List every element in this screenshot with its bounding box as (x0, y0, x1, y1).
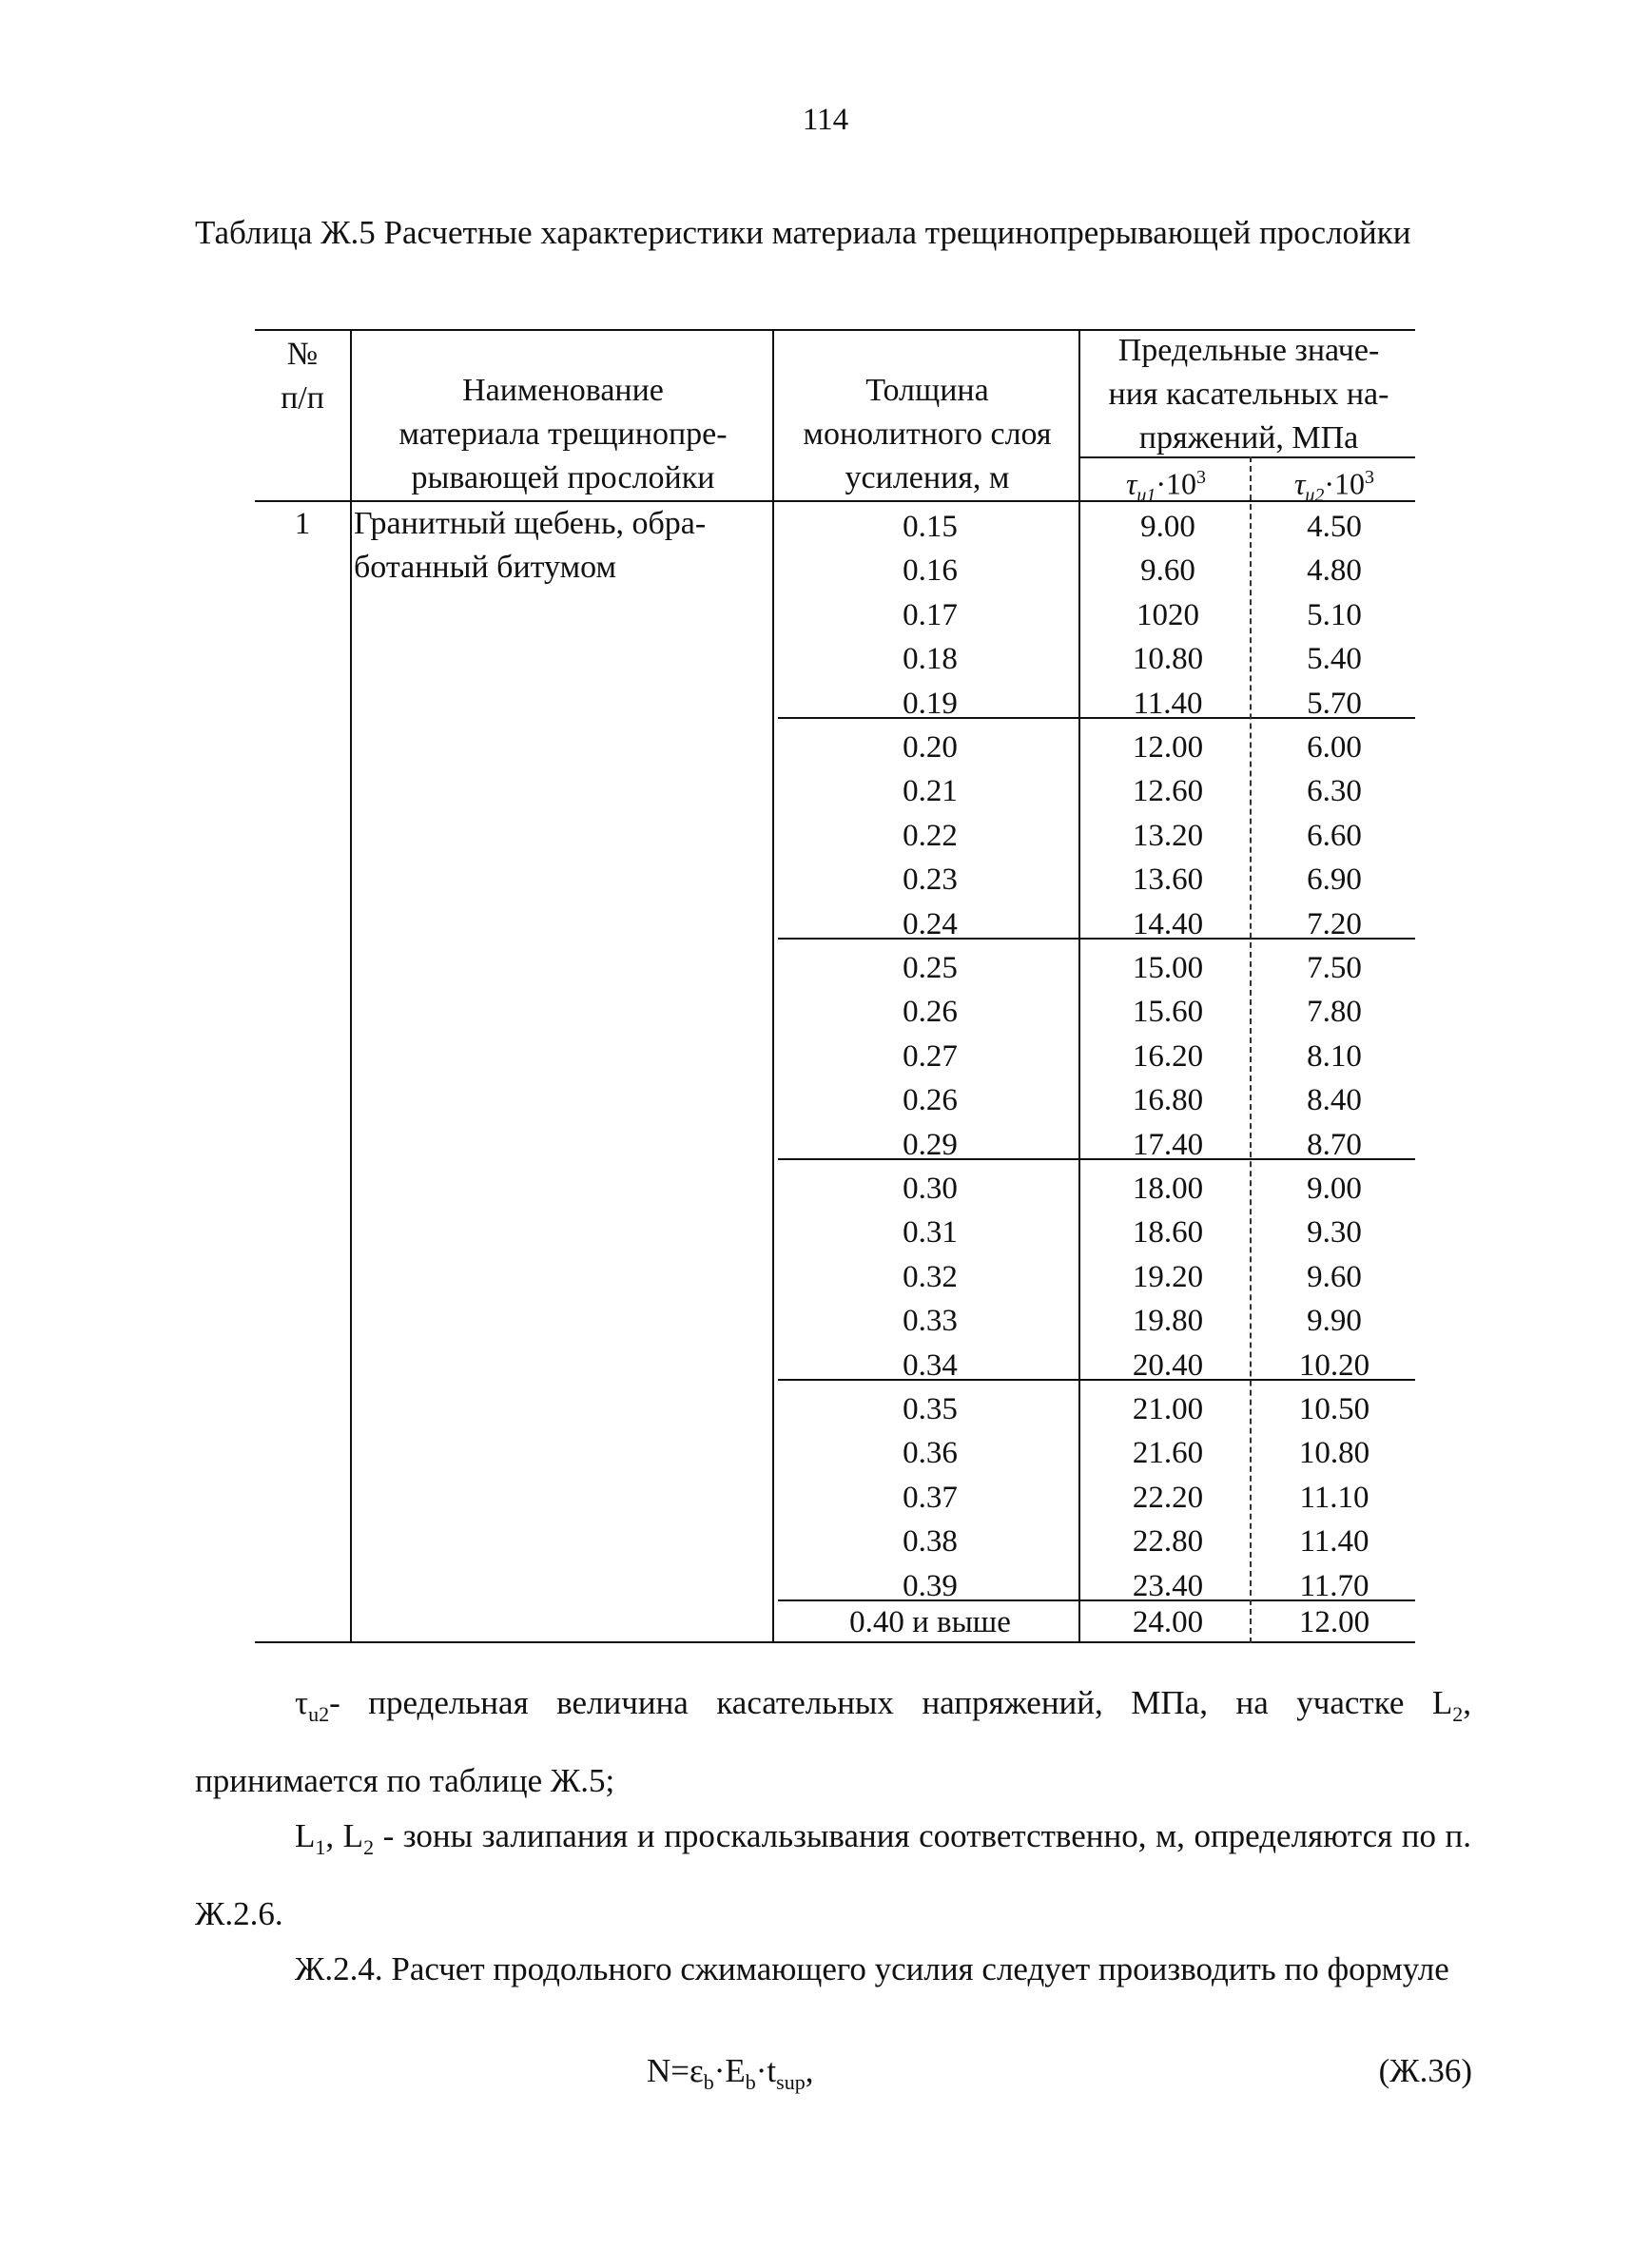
tau1-cell: 24.00 (1132, 1605, 1204, 1639)
thickness-cell: 0.24 (903, 906, 958, 941)
thickness-cell: 0.39 (903, 1568, 958, 1603)
header-tau1: $\tau_{u1}\cdot 10^3$ (1125, 466, 1207, 507)
tau1-cell: 16.80 (1132, 1083, 1204, 1118)
tau1-cell: 19.20 (1132, 1259, 1204, 1294)
thickness-cell: 0.21 (903, 774, 958, 809)
tau1-cell: 1020 (1136, 597, 1199, 632)
col-divider (772, 329, 774, 1643)
tau2-cell: 11.70 (1299, 1568, 1369, 1603)
thickness-cell: 0.37 (903, 1480, 958, 1515)
tau2-cell: 7.20 (1307, 906, 1362, 941)
thickness-cell: 0.20 (903, 730, 958, 765)
tau1-cell: 10.80 (1132, 642, 1204, 677)
tau1-cell: 22.20 (1132, 1480, 1204, 1515)
paragraph-zones: $L_1$, $L_2$ - зоны залипания и проскальзывания соответственно, м, определяются по п. Ж.2.6. (195, 1817, 1471, 1932)
header-limit-values: Предельные значе- ния касательных на- пряжений, МПа (1108, 333, 1389, 456)
thickness-cell: 0.23 (903, 863, 958, 898)
tau2-cell: 5.70 (1307, 686, 1362, 721)
tau2-cell: 5.10 (1307, 597, 1362, 632)
tau1-cell: 13.20 (1132, 818, 1204, 853)
tau2-cell: 4.80 (1307, 553, 1362, 589)
thickness-cell: 0.22 (903, 818, 958, 853)
formula-number: (Ж.36) (1378, 2052, 1472, 2089)
thickness-cell: 0.40 и выше (849, 1605, 1011, 1639)
tau1-cell: 22.80 (1132, 1524, 1204, 1560)
thickness-cell: 0.31 (903, 1215, 958, 1250)
thickness-cell: 0.26 (903, 995, 958, 1030)
tau1-cell: 18.60 (1132, 1215, 1204, 1250)
tau2-cell: 7.50 (1307, 951, 1362, 985)
thickness-cell: 0.38 (903, 1524, 958, 1560)
tau2-cell: 8.40 (1307, 1083, 1362, 1118)
tau1-cell: 16.20 (1132, 1038, 1204, 1074)
thickness-cell: 0.32 (903, 1259, 958, 1294)
tau1-cell: 14.40 (1132, 906, 1204, 941)
header-thickness: Толщина монолитного слоя усиления, м (803, 373, 1052, 495)
tau2-cell: 4.50 (1307, 510, 1362, 544)
thickness-cell: 0.25 (903, 951, 958, 985)
tau2-cell: 5.40 (1307, 642, 1362, 677)
tau1-cell: 9.60 (1140, 553, 1195, 589)
tau1-cell: 17.40 (1132, 1127, 1204, 1162)
header-tau2: $\tau_{u2}\cdot 10^3$ (1293, 466, 1375, 507)
tau2-cell: 12.00 (1298, 1605, 1370, 1639)
tau2-cell: 10.80 (1298, 1436, 1370, 1471)
tau2-cell: 6.00 (1307, 730, 1362, 765)
tau2-cell: 9.00 (1307, 1172, 1362, 1206)
thickness-cell: 0.26 (903, 1083, 958, 1118)
tau1-cell: 20.40 (1132, 1347, 1204, 1383)
tau2-cell: 6.60 (1307, 818, 1362, 853)
header-number: № п/п (281, 337, 324, 416)
tau1-cell: 15.00 (1132, 951, 1204, 985)
thickness-cell: 0.19 (903, 686, 958, 721)
thickness-cell: 0.35 (903, 1392, 958, 1426)
thickness-cell: 0.34 (903, 1347, 958, 1383)
tau1-cell: 9.00 (1140, 510, 1195, 544)
thickness-cell: 0.29 (903, 1127, 958, 1162)
tau1-cell: 12.00 (1132, 730, 1204, 765)
tau1-cell: 11.40 (1133, 686, 1203, 721)
tau2-cell: 9.60 (1307, 1259, 1362, 1294)
tau2-cell: 8.70 (1307, 1127, 1362, 1162)
tau2-cell: 7.80 (1307, 995, 1362, 1030)
tau1-cell: 13.60 (1132, 863, 1204, 898)
tau2-cell: 9.90 (1307, 1304, 1362, 1339)
col-divider (350, 329, 352, 1643)
thickness-cell: 0.16 (903, 553, 958, 589)
tau2-cell: 9.30 (1307, 1215, 1362, 1250)
tau1-cell: 18.00 (1132, 1172, 1204, 1206)
thickness-cell: 0.15 (903, 510, 958, 544)
paragraph-tau2: $\tau_{u2}-$ предельная величина касательных напряжений, МПа, на участке $L_2$, принимается по таблице Ж.5; (195, 1684, 1471, 1799)
paragraph-section: Ж.2.4. Расчет продольного сжимающего усилия следует производить по формуле (295, 1950, 1449, 1987)
tau2-cell: 10.50 (1298, 1392, 1370, 1426)
page-number: 114 (802, 103, 849, 137)
thickness-cell: 0.18 (903, 642, 958, 677)
tau1-cell: 15.60 (1132, 995, 1204, 1030)
material-name: Гранитный щебень, обра- ботанный битумом (354, 506, 707, 585)
tau2-cell: 6.30 (1307, 774, 1362, 809)
tau2-cell: 6.90 (1307, 863, 1362, 898)
thickness-cell: 0.17 (903, 597, 958, 632)
formula: $N=\varepsilon_b\cdot E_b\cdot t_{sup}$, (647, 2052, 814, 2094)
tau1-cell: 23.40 (1132, 1568, 1204, 1603)
thickness-cell: 0.30 (903, 1172, 958, 1206)
tau1-cell: 12.60 (1132, 774, 1204, 809)
header-name: Наименование материала трещинопре- рывающей прослойки (398, 373, 728, 495)
tau2-cell: 8.10 (1307, 1038, 1362, 1074)
tau1-cell: 21.60 (1132, 1436, 1204, 1471)
tau1-cell: 19.80 (1132, 1304, 1204, 1339)
tau2-cell: 11.10 (1299, 1480, 1369, 1515)
thickness-cell: 0.36 (903, 1436, 958, 1471)
tau2-cell: 11.40 (1299, 1524, 1369, 1560)
characteristics-table (255, 329, 1415, 1643)
table-caption: Таблица Ж.5 Расчетные характеристики материала трещинопрерывающей прослойки (195, 214, 1411, 251)
row-number: 1 (294, 507, 311, 541)
thickness-cell: 0.33 (903, 1304, 958, 1339)
tau1-cell: 21.00 (1132, 1392, 1204, 1426)
thickness-cell: 0.27 (903, 1038, 958, 1074)
tau2-cell: 10.20 (1298, 1347, 1370, 1383)
